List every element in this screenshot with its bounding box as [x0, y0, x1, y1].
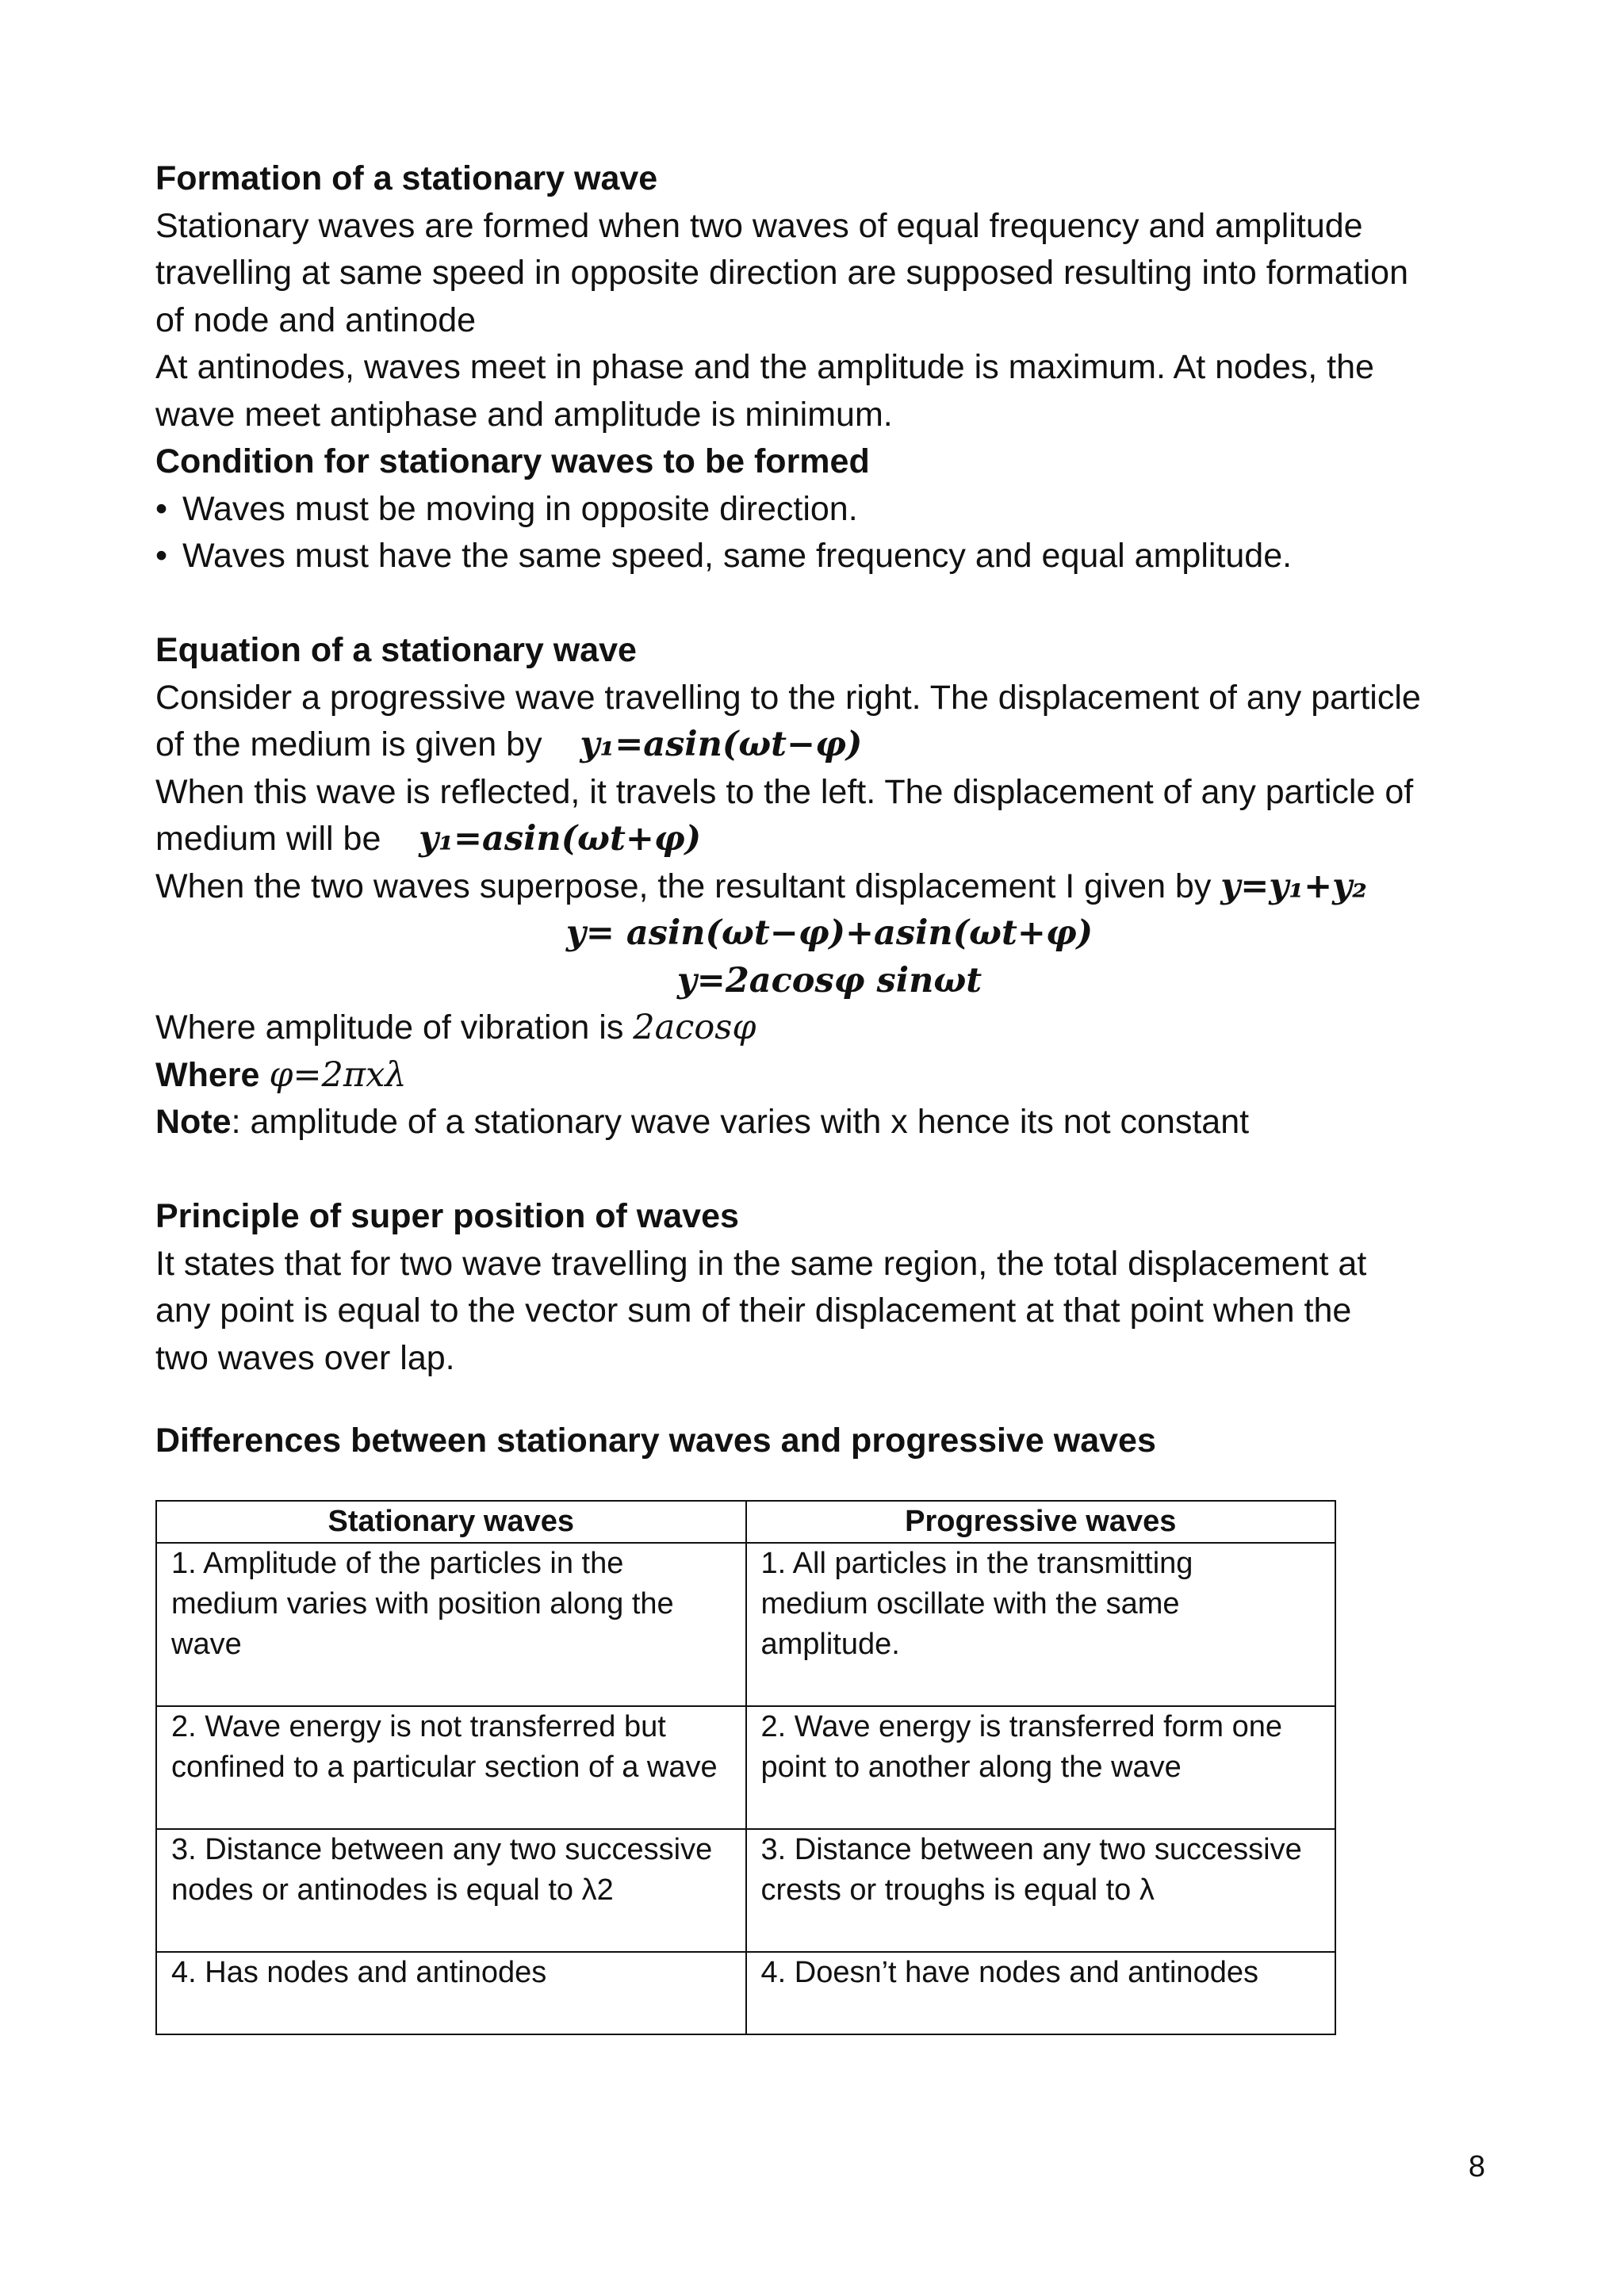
cell-line: wave [171, 1628, 242, 1661]
table-cell-stationary [156, 1829, 746, 1952]
cell-line: 2. Wave energy is transferred form one [760, 1710, 1283, 1743]
cell-line: 3. Distance between any two successive [171, 1833, 713, 1866]
heading-superposition: Principle of super position of waves [155, 1197, 739, 1235]
cell-line: 3. Distance between any two successive [760, 1833, 1302, 1866]
cell-line: amplitude. [760, 1628, 900, 1661]
cell-line: crests or troughs is equal to λ [760, 1873, 1155, 1907]
equation-line [155, 863, 1503, 911]
equation-text: of the medium is given by [155, 725, 542, 763]
cell-line: medium oscillate with the same [760, 1587, 1180, 1621]
heading-formation: Formation of a stationary wave [155, 159, 658, 197]
bullet-icon: • [155, 537, 168, 575]
heading-differences: Differences between stationary waves and progressive waves [155, 1422, 1156, 1460]
differences-table [155, 1500, 1336, 2035]
bullet-item [155, 486, 1503, 534]
table-header-row [156, 1501, 1335, 1543]
equation-math: y₁=asin(ωt+φ) [419, 819, 702, 859]
equation-text: medium will be [155, 820, 381, 858]
superposition-line: any point is equal to the vector sum of their displacement at that point when the [155, 1292, 1352, 1330]
equation-line [155, 816, 1503, 863]
table-row [156, 1829, 1335, 1952]
note-label: Note [155, 1103, 232, 1141]
spacer [155, 1382, 1503, 1418]
equation-line: When this wave is reflected, it travels to the left. The displacement of any particle of [155, 772, 1414, 811]
formation-line: wave meet antiphase and amplitude is minimum. [155, 395, 893, 434]
table-cell-progressive [746, 1706, 1336, 1829]
cell-line: 4. Doesn’t have nodes and antinodes [760, 1956, 1258, 1989]
equation-line: Consider a progressive wave travelling to the right. The displacement of any particle [155, 678, 1421, 717]
cell-line: 2. Wave energy is not transferred but [171, 1710, 666, 1743]
table-row [156, 1706, 1335, 1829]
formation-line: Stationary waves are formed when two waves of equal frequency and amplitude [155, 206, 1363, 245]
amplitude-text: Where amplitude of vibration is [155, 1008, 624, 1047]
table-cell-progressive [746, 1543, 1336, 1706]
note-text: : amplitude of a stationary wave varies with x hence its not constant [231, 1103, 1250, 1141]
cell-line: point to another along the wave [760, 1751, 1182, 1784]
equation-display-1: y= asin(ωt−φ)+asin(ωt+φ) [565, 913, 1094, 953]
equation-math: y=y₁+y₂ [1220, 866, 1367, 906]
superposition-line: two waves over lap. [155, 1338, 455, 1377]
table-header-progressive: Progressive waves [746, 1501, 1336, 1543]
table-header-stationary: Stationary waves [156, 1501, 746, 1543]
where-math: φ=2πxλ [269, 1054, 407, 1095]
superposition-line: It states that for two wave travelling in the same region, the total displacement at [155, 1244, 1367, 1283]
heading-condition: Condition for stationary waves to be formed [155, 442, 870, 480]
spacer [155, 1146, 1503, 1194]
bullet-text: Waves must be moving in opposite direction. [182, 489, 858, 528]
page-number: 8 [1468, 2150, 1485, 2183]
formation-line: travelling at same speed in opposite direction are supposed resulting into formation [155, 254, 1408, 292]
table-cell-stationary [156, 1952, 746, 2034]
heading-equation: Equation of a stationary wave [155, 631, 637, 669]
cell-line: nodes or antinodes is equal to λ2 [171, 1873, 614, 1907]
equation-text: When the two waves superpose, the resultant displacement I given by [155, 867, 1212, 905]
bullet-icon: • [155, 489, 168, 528]
cell-line: medium varies with position along the [171, 1587, 674, 1621]
cell-line: confined to a particular section of a wave [171, 1751, 718, 1784]
amplitude-line [155, 1004, 1503, 1052]
equation-math: y₁=asin(ωt−φ) [580, 725, 863, 764]
cell-line: 1. Amplitude of the particles in the [171, 1547, 624, 1580]
table-cell-progressive [746, 1952, 1336, 2034]
amplitude-math: 2acosφ [633, 1008, 756, 1047]
table-cell-stationary [156, 1706, 746, 1829]
where-label: Where [155, 1055, 260, 1094]
equation-line [155, 721, 1503, 769]
cell-line: 4. Has nodes and antinodes [171, 1956, 547, 1989]
formation-line: of node and antinode [155, 300, 477, 339]
note-line [155, 1099, 1503, 1146]
table-cell-progressive [746, 1829, 1336, 1952]
table-cell-stationary [156, 1543, 746, 1706]
equation-display-2: y=2acosφ sinωt [676, 960, 982, 1001]
spacer [155, 580, 1503, 628]
document-page [155, 155, 1503, 1465]
table-row [156, 1543, 1335, 1706]
formation-line: At antinodes, waves meet in phase and the amplitude is maximum. At nodes, the [155, 348, 1374, 386]
cell-line: 1. All particles in the transmitting [760, 1547, 1193, 1580]
table-row [156, 1952, 1335, 2034]
bullet-text: Waves must have the same speed, same frequency and equal amplitude. [182, 537, 1293, 575]
bullet-item [155, 533, 1503, 580]
where-line [155, 1052, 1503, 1100]
